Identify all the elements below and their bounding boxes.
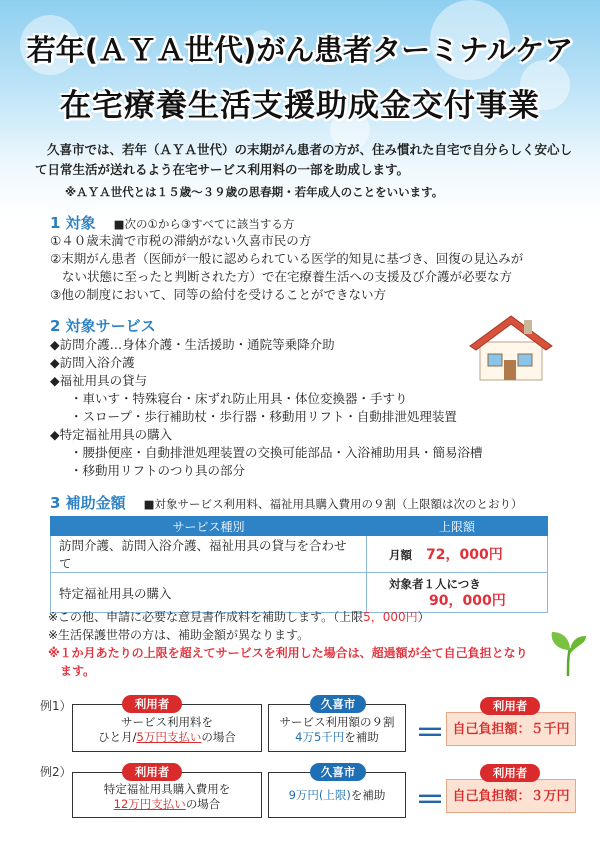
example-2-result: 自己負担額：３万円: [446, 779, 576, 813]
table-header-limit: 上限額: [367, 517, 548, 536]
list-item: ◆訪問入浴介護: [50, 355, 135, 370]
card-line: 特定福祉用具購入費用を: [103, 782, 231, 796]
example-1-city-tag: 久喜市: [310, 695, 366, 713]
section-3-heading: [50, 492, 523, 513]
table-row: [51, 573, 548, 613]
card-line: サービス利用額の９割: [279, 715, 395, 729]
list-item: ない状態に至ったと判断された方）で在宅療養生活への支援及び介護が必要な方: [62, 269, 513, 284]
intro-paragraph: 久喜市では、若年（ＡＹＡ世代）の末期がん患者の方が、住み慣れた自宅で自分らしく安心して日常生活が送れるよう在宅サービス利用料の一部を助成します。: [35, 142, 573, 177]
limit-price: 72，000円: [425, 547, 503, 563]
notes-block: [48, 608, 528, 680]
list-item: ・車いす・特殊寝台・床ずれ防止用具・体位変換器・手すり: [70, 391, 408, 406]
card-text: ひと月/: [98, 730, 137, 744]
card-text: の場合: [185, 797, 221, 811]
section-3-title: 3 補助金額: [50, 494, 126, 512]
table-cell-service: 訪問介護、訪問入浴介護、福祉用具の貸与を合わせて: [51, 536, 367, 573]
table-header-service: サービス種別: [51, 517, 367, 536]
list-item: ◆特定福祉用具の購入: [50, 427, 173, 442]
subsidy-table: [50, 516, 548, 613]
card-highlight: 5万円支払い: [136, 730, 202, 744]
limit-price: 90，000円: [429, 592, 506, 609]
example-2-city-tag: 久喜市: [310, 763, 366, 781]
note-1-amount: 5，000円: [363, 610, 418, 624]
note-1-close: ）: [417, 610, 430, 624]
example-2-result-tag: 利用者: [480, 764, 540, 782]
card-highlight: 4万5千円: [295, 730, 345, 744]
list-item: ◆福祉用具の貸与: [50, 373, 148, 388]
example-1-result-tag: 利用者: [480, 697, 540, 715]
list-item: ②末期がん患者（医師が一般に認められている医学的知見に基づき、回復の見込みが: [50, 251, 524, 266]
card-line: [269, 730, 405, 745]
card-line: [73, 797, 261, 812]
section-3-sub: ■対象サービス利用料、福祉用具購入費用の９割（上限額は次のとおり）: [143, 497, 523, 511]
table-cell-service: 特定福祉用具の購入: [51, 573, 367, 613]
table-cell-limit: [367, 536, 548, 573]
card-line: [73, 730, 261, 745]
list-item: ①４０歳未満で市税の滞納がない久喜市民の方: [50, 233, 312, 248]
page-title-line1: 若年(ＡＹＡ世代)がん患者ターミナルケア: [26, 33, 574, 67]
list-item: ◆訪問介護…身体介護・生活援助・通院等乗降介助: [50, 337, 335, 352]
section-2-heading: [50, 315, 156, 336]
section-1-title: 1 対象: [50, 214, 96, 232]
example-2-equals: ＝: [415, 783, 445, 818]
card-text: を補助: [350, 788, 386, 802]
list-item: ・移動用リフトのつり具の部分: [70, 463, 246, 478]
example-2-user-tag: 利用者: [122, 763, 182, 781]
list-item: ・スロープ・歩行補助杖・歩行器・移動用リフト・自動排泄処理装置: [70, 409, 457, 424]
example-1-label: 例1）: [40, 699, 72, 713]
note-1-text: ※この他、申請に必要な意見書作成料を補助します。（上限: [48, 610, 364, 624]
limit-unit: 月額: [389, 548, 412, 562]
table-row: [51, 536, 548, 573]
example-1-result: 自己負担額：５千円: [446, 712, 576, 746]
example-2-label: 例2）: [40, 765, 72, 779]
section-1-heading: [50, 212, 294, 233]
card-text: を補助: [344, 730, 379, 744]
card-line: サービス利用料を: [121, 715, 213, 729]
intro-note: ※ＡＹＡ世代とは１５歳～３９歳の思春期・若年成人のことをいいます。: [65, 185, 444, 199]
note-3: ※１か月あたりの上限を超えてサービスを利用した場合は、超過額が全て自己負担となり: [48, 646, 528, 660]
intro-text: [35, 140, 575, 202]
card-line: [269, 788, 405, 803]
card-highlight: 12万円支払い: [113, 797, 186, 811]
section-1-list: [50, 232, 523, 304]
limit-unit: 対象者１人につき: [389, 576, 481, 591]
section-2-list: [50, 336, 483, 480]
note-1: [48, 608, 528, 626]
example-1-user-tag: 利用者: [122, 695, 182, 713]
list-item: ③他の制度において、同等の給付を受けることができない方: [50, 287, 386, 302]
section-2-title: 2 対象サービス: [50, 317, 156, 335]
note-2: ※生活保護世帯の方は、補助金額が異なります。: [48, 628, 310, 642]
note-3-cont: ます。: [60, 664, 96, 678]
table-cell-limit: [367, 573, 548, 613]
card-text: の場合: [201, 730, 236, 744]
house-illustration: [466, 312, 556, 382]
example-1-equals: ＝: [415, 716, 445, 751]
section-1-sub: ■次の①から③すべてに該当する方: [113, 217, 295, 231]
leaf-sprout-icon: [548, 628, 588, 678]
card-highlight: 9万円(上限): [288, 788, 351, 802]
list-item: ・腰掛便座・自動排泄処理装置の交換可能部品・入浴補助用具・簡易浴槽: [70, 445, 483, 460]
page-title-line2: 在宅療養生活支援助成金交付事業: [60, 88, 540, 124]
